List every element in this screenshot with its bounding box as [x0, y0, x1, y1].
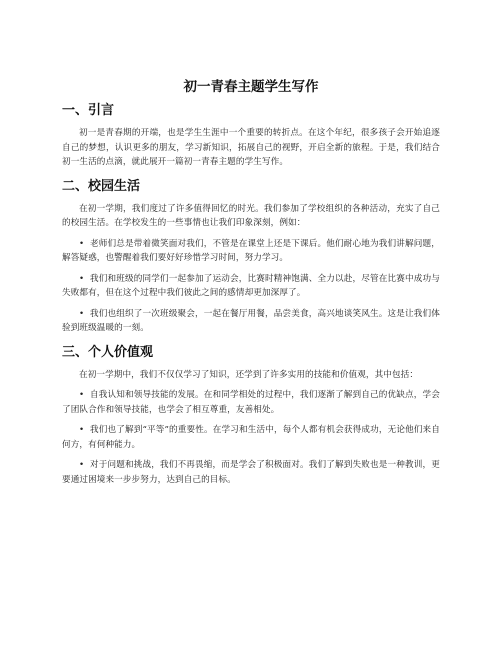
bullet-item: [62, 458, 440, 487]
bullet-item: [62, 307, 440, 336]
paragraph: 在初一学期中，我们不仅仅学习了知识，还学到了许多实用的技能和价值观，其中包括：: [79, 369, 419, 380]
section-values: [62, 344, 440, 488]
paragraph: 初一是青春期的开端，也是学生生涯中一个重要的转折点。在这个年纪，很多孩子会开始追逐自己的梦想，认识更多的朋友，学习新知识，拓展自己的视野，开启全新的旅程。于是，我们结合初一生活的点滴，就此展开一篇初一青春主题的学生写作。: [62, 128, 440, 167]
bullet-text: 我们也组织了一次班级聚会，一起在餐厅用餐，品尝美食，高兴地谈笑风生。这是让我们体验到班级温暖的一刻。: [62, 308, 440, 333]
bullet-dot-icon: •: [79, 273, 85, 284]
bullet-item: [62, 423, 440, 452]
paragraph: 在初一学期，我们度过了许多值得回忆的时光。我们参加了学校组织的各种活动，充实了自己的校园生活。在学校发生的一些事情也让我们印象深刻，例如：: [62, 203, 440, 228]
bullet-item: [62, 237, 440, 266]
section-intro: [62, 102, 440, 170]
bullet-text: 对于问题和挑战，我们不再畏缩，而是学会了积极面对。我们了解到失败也是一种教训，更要通过困境来一步步努力，达到自己的目标。: [62, 460, 440, 485]
bullet-text: 老师们总是带着微笑面对我们，不管是在课堂上还是下课后。他们耐心地为我们讲解问题，解答疑惑，也警醒着我们要好好珍惜学习时间，努力学习。: [62, 238, 440, 263]
bullet-item: [62, 272, 440, 301]
section-heading: 二、校园生活: [62, 178, 141, 194]
bullet-dot-icon: •: [79, 308, 85, 319]
bullet-text: 我们也了解到“平等”的重要性。在学习和生活中，每个人都有机会获得成功，无论他们来自何方，有何种能力。: [62, 425, 440, 450]
bullet-dot-icon: •: [79, 390, 85, 400]
bullet-item: [62, 388, 440, 417]
document-title: 初一青春主题学生写作: [183, 79, 319, 95]
bullet-dot-icon: •: [79, 425, 85, 435]
bullet-dot-icon: •: [79, 460, 85, 470]
bullet-dot-icon: •: [79, 238, 85, 249]
section-heading: 三、个人价值观: [62, 344, 154, 360]
bullet-text: 自我认知和领导技能的发展。在和同学相处的过程中，我们逐渐了解到自己的优缺点，学会了团队合作和领导技能，也学会了相互尊重，友善相处。: [62, 390, 440, 415]
section-campus-life: [62, 178, 440, 336]
document-page: [62, 78, 440, 493]
bullet-text: 我们和班级的同学们一起参加了运动会，比赛时精神饱满、全力以赴，尽管在比赛中成功与失败都有，但在这个过程中我们彼此之间的感情却更加深厚了。: [62, 273, 440, 298]
section-heading: 一、引言: [62, 103, 115, 118]
